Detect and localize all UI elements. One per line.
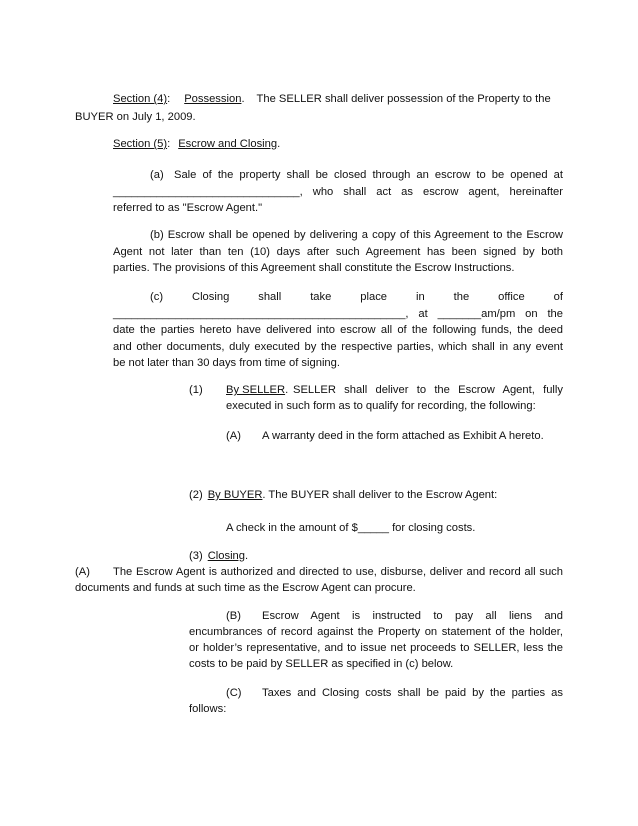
section-5-label: Section (5) <box>113 138 168 150</box>
para-c-word: in <box>415 291 425 303</box>
para-c-line-2: _______________________________________________, at _______am/pm on the <box>113 308 563 320</box>
para-c-word: place <box>360 291 388 303</box>
para-b-line-1: (b) Escrow shall be opened by delivering a copy of this Agreement to the Escrow <box>150 229 563 241</box>
para-C-line-1: Taxes and Closing costs shall be paid by the parties as <box>262 687 563 699</box>
para-c-word: shall <box>258 291 282 303</box>
para-B-line-2: encumbrances of record against the Property on statement of the holder, <box>189 626 563 638</box>
para-b-line-3: parties. The provisions of this Agreement shall constitute the Escrow Instructions. <box>113 262 515 274</box>
para-A-line-2: documents and funds at such time as the Escrow Agent can procure. <box>75 582 416 594</box>
section-5-colon: : <box>167 138 171 150</box>
section-4-text-continued: BUYER on July 1, 2009. <box>75 111 196 123</box>
para-c-line-1 <box>150 290 563 304</box>
item-1-title-group <box>226 383 288 397</box>
item-3-title: Closing <box>207 550 245 562</box>
item-1-line-2: executed in such form as to qualify for recording, the following: <box>226 400 536 412</box>
item-1-sub-a-text: A warranty deed in the form attached as Exhibit A hereto. <box>262 430 544 442</box>
section-5-heading-line <box>113 137 280 151</box>
para-B-line-1: Escrow Agent is instructed to pay all liens and <box>262 610 563 622</box>
section-4-colon: : <box>167 93 171 105</box>
para-B-marker: (B) <box>226 610 241 622</box>
section-4-heading-line <box>113 92 563 106</box>
section-5-title-end: . <box>277 138 281 150</box>
item-1-line-1 <box>226 383 563 397</box>
section-4-title-end: . <box>241 93 245 105</box>
item-2-title: By BUYER <box>207 489 263 501</box>
section-4-label: Section (4) <box>113 93 168 105</box>
item-3-line <box>189 549 248 563</box>
para-c-line-3: date the parties hereto have delivered into escrow all of the following funds, the deed <box>113 324 563 336</box>
item-2-line <box>189 488 497 502</box>
item-1-title: By SELLER <box>226 384 286 396</box>
para-c-word: the <box>453 291 470 303</box>
item-1-text: SELLER shall deliver to the Escrow Agent, fully <box>293 384 563 396</box>
item-3-title-end: . <box>245 550 249 562</box>
para-C-line-2: follows: <box>189 703 227 715</box>
para-a-line-1: Sale of the property shall be closed through an escrow to be opened at <box>174 169 563 181</box>
para-C-marker: (C) <box>226 687 242 699</box>
item-1-marker: (1) <box>189 384 203 396</box>
para-A-line-1: The Escrow Agent is authorized and directed to use, disburse, deliver and record all such <box>113 566 563 578</box>
para-a-line-2: ______________________________, who shall act as escrow agent, hereinafter <box>113 186 563 198</box>
item-1-sub-a-marker: (A) <box>226 430 241 442</box>
item-2-marker: (2) <box>189 489 203 501</box>
item-3-marker: (3) <box>189 550 203 562</box>
para-A-marker: (A) <box>75 566 90 578</box>
para-c-word: of <box>553 291 563 303</box>
item-2-text: . The BUYER shall deliver to the Escrow Agent: <box>262 489 498 501</box>
section-4-title: Possession <box>184 93 242 105</box>
para-c-line-5: be not later than 30 days from time of signing. <box>113 357 340 369</box>
para-a-line-3: referred to as "Escrow Agent." <box>113 202 263 214</box>
para-c-line-4: and other documents, duly executed by the respective parties, which shall in any event <box>113 341 563 353</box>
para-a-marker: (a) <box>150 169 164 181</box>
para-c-word: office <box>498 291 525 303</box>
para-B-line-4: costs to be paid by SELLER as specified in (c) below. <box>189 658 454 670</box>
para-c-word: take <box>310 291 332 303</box>
item-1-title-end: . <box>285 384 289 396</box>
para-B-line-3: or holder’s representative, and to issue net proceeds to SELLER, less the <box>189 642 563 654</box>
section-5-title: Escrow and Closing <box>178 138 278 150</box>
item-2-check-line: A check in the amount of $_____ for closing costs. <box>226 522 476 534</box>
para-b-line-2: Agent not later than ten (10) days after such Agreement has been signed by both <box>113 246 563 258</box>
para-c-word: (c) <box>150 291 164 303</box>
section-4-text: The SELLER shall deliver possession of the Property to the <box>256 93 551 105</box>
para-c-word: Closing <box>191 291 230 303</box>
